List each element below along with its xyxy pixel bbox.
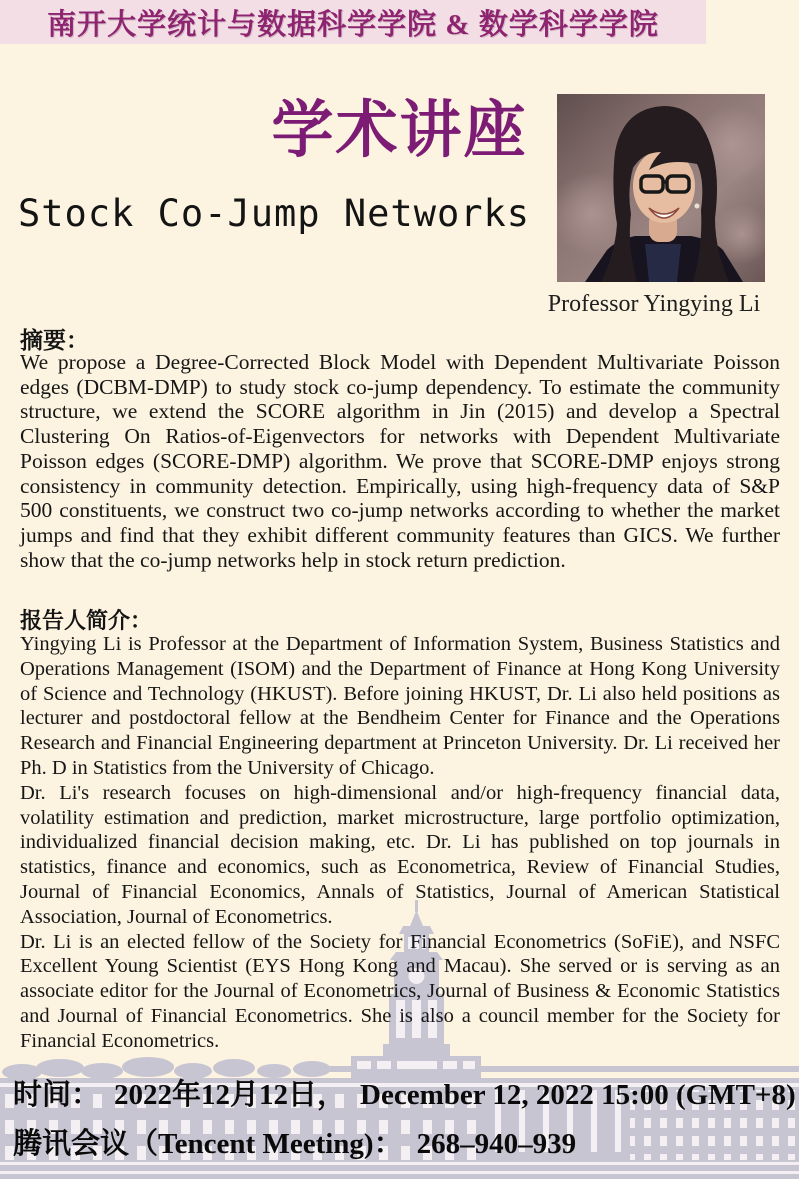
bio-body [20,632,780,1054]
speaker-caption: Professor Yingying Li [547,291,761,317]
bio-paragraph-1: Yingying Li is Professor at the Department of Information System, Business Statistics and Operations Management (ISOM) and the Department of Finance at Hong Kong University of Science and Technology (HKUST). Before joining HKUST, Dr. Li also held positions as lecturer and postdoctoral fellow at the Bendheim Center for Finance and the Operations Research and Financial Engineering department at Princeton University. Dr. Li received her Ph. D in Statistics from the University of Chicago. [20,633,780,779]
department-banner [0,0,706,44]
abstract-body: We propose a Degree-Corrected Block Model with Dependent Multivariate Poisson edges (DCBM-DMP) to study stock co-jump dependency. To estimate the community structure, we extend the SCORE algorithm in Jin (2015) and develop a Spectral Clustering On Ratios-of-Eigenvectors for networks with Dependent Multivariate Poisson edges (SCORE-DMP) algorithm. We prove that SCORE-DMP enjoys strong consistency in community detection. Empirically, using high-frequency data of S&P 500 constituents, we construct two co-jump networks according to whether the market jumps and find that they exhibit different community features than GICS. We further show that the co-jump networks help in stock return prediction. [20,350,780,572]
meeting-id: 268–940–939 [416,1128,577,1160]
meeting-label: 腾讯会议（Tencent Meeting)： [13,1128,403,1160]
meeting-line [13,1121,576,1162]
bio-heading: 报告人简介： [20,608,153,633]
bio-paragraph-3: Dr. Li is an elected fellow of the Society for Financial Econometrics (SoFiE), and NSFC Excellent Young Scientist (EYS Hong Kong and Macau). She served or is serving as an associate editor for the Journal of Econometrics, Journal of Business & Economic Statistics and Journal of Financial Econometrics. She is also a council member for the Society for Financial Econometrics. [20,930,780,1052]
time-label: 时间： [13,1079,101,1111]
abstract-heading: 摘要： [20,328,89,353]
speaker-photo [557,94,765,282]
talk-title: Stock Co-Jump Networks [18,192,531,235]
time-line [13,1072,796,1113]
department-banner-text: 南开大学统计与数据科学学院 & 数学科学学院 [47,8,659,41]
lecture-series-title: 学术讲座 [271,97,528,165]
time-date-cn: 2022年12月12日， [114,1079,347,1111]
time-date-en: December 12, 2022 15:00 (GMT+8) [360,1079,796,1111]
bio-paragraph-2: Dr. Li's research focuses on high-dimensional and/or high-frequency financial data, volatility estimation and prediction, market microstructure, large portfolio optimization, individualized financial decision making, etc. Dr. Li has published on top journals in statistics, finance and economics, such as Econometrica, Review of Financial Studies, Journal of Financial Economics, Annals of Statistics, Journal of American Statistical Association, Journal of Econometrics. [20,781,780,928]
